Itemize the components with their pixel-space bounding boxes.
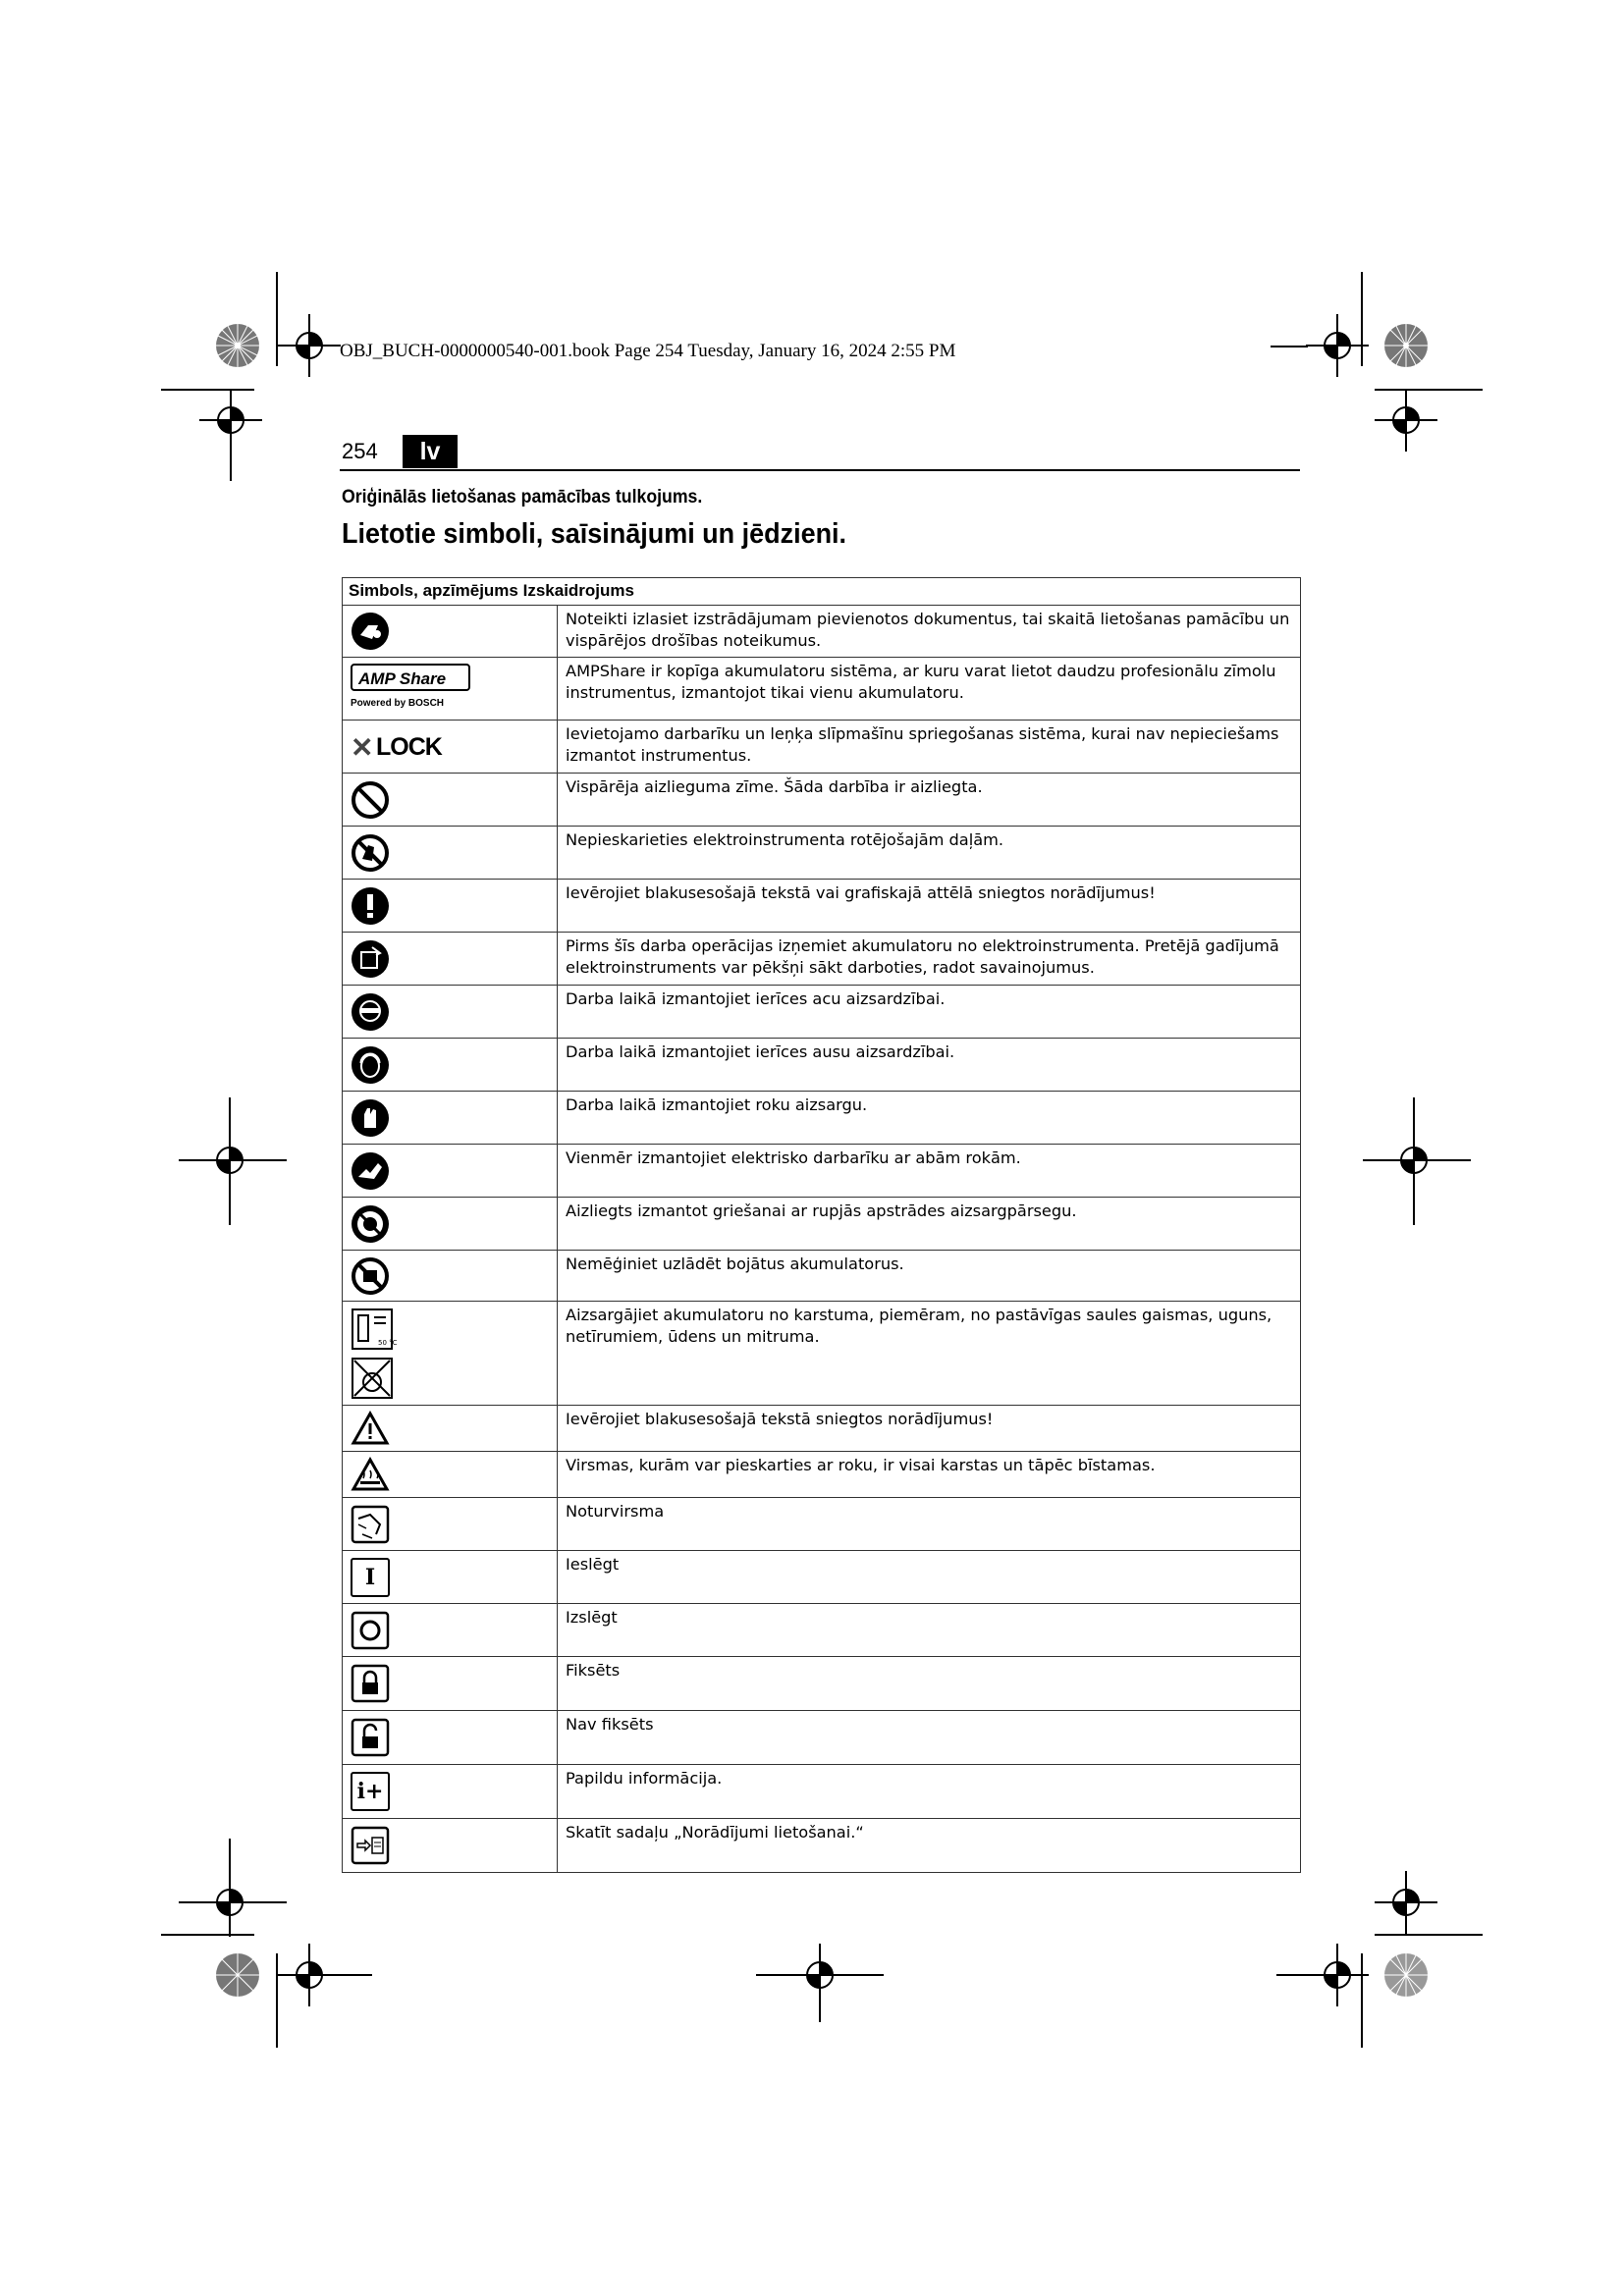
table-cell-text: Aizliegts izmantot griešanai ar rupjās apstrādes aizsargpārsegu. <box>558 1198 1301 1251</box>
no-charge-damaged-battery-icon <box>351 1256 390 1296</box>
color-wheel-mark <box>206 1944 269 2006</box>
table-row <box>343 1498 1301 1551</box>
document-subtitle: Oriģinālās lietošanas pamācības tulkojums. <box>342 487 703 507</box>
registration-mark <box>1375 1871 1437 1934</box>
table-row <box>343 1198 1301 1251</box>
table-row <box>343 827 1301 880</box>
warning-triangle-icon <box>351 1411 390 1446</box>
table-cell-text: Aizsargājiet akumulatoru no karstuma, piemēram, no pastāvīgas saules gaismas, uguns, netīrumiem, ūdens un mitruma. <box>558 1302 1301 1406</box>
table-row <box>343 1551 1301 1604</box>
read-manual-icon <box>351 612 390 651</box>
battery-water-icon <box>351 1357 394 1400</box>
table-row <box>343 933 1301 986</box>
table-row <box>343 1302 1301 1406</box>
exclamation-icon <box>351 886 390 926</box>
color-wheel-mark <box>1375 1944 1437 2006</box>
table-cell-text: Vienmēr izmantojiet elektrisko darbarīku ar abām rokām. <box>558 1145 1301 1198</box>
header-rule <box>340 469 1300 471</box>
table-header: Simbols, apzīmējums Izskaidrojums <box>343 578 1301 606</box>
registration-mark <box>1306 314 1369 377</box>
table-row <box>343 658 1301 721</box>
table-cell-text: Nemēģiniet uzlādēt bojātus akumulatorus. <box>558 1251 1301 1302</box>
power-on-icon: I <box>351 1558 390 1597</box>
ampshare-logo: AMP Share <box>351 664 470 691</box>
table-cell-text: Ieslēgt <box>558 1551 1301 1604</box>
page-number: 254 <box>342 439 378 463</box>
registration-mark <box>756 1944 884 2022</box>
eye-protection-icon <box>351 992 390 1032</box>
table-cell-text: Virsmas, kurām var pieskarties ar roku, ir visai karstas un tāpēc bīstamas. <box>558 1452 1301 1498</box>
table-row <box>343 1765 1301 1819</box>
grip-surface-icon <box>351 1505 390 1544</box>
ampshare-powered-by: Powered by BOSCH <box>351 698 445 709</box>
table-cell-text: Noteikti izlasiet izstrādājumam pievienotos dokumentus, tai skaitā lietošanas pamācību un vispārējos drošības noteikumus. <box>558 606 1301 658</box>
section-title: Lietotie simboli, saīsinājumi un jēdzieni. <box>342 518 847 550</box>
registration-mark <box>278 1944 372 2006</box>
table-row: ✕ LOCK Ievietojamo darbarīku un leņķa slīpmašīnu spriegošanas sistēma, kurai nav nepieciešams izmantot instrumentus. <box>343 721 1301 774</box>
table-row <box>343 1452 1301 1498</box>
temperature-label: 50 °C <box>378 1339 398 1347</box>
table-row <box>343 606 1301 658</box>
xlock-logo: LOCK <box>376 733 442 761</box>
remove-battery-icon <box>351 939 390 979</box>
table-cell-text: Ievērojiet blakusesošajā tekstā vai grafiskajā attēlā sniegtos norādījumus! <box>558 880 1301 933</box>
table-cell-text: Fiksēts <box>558 1657 1301 1711</box>
table-header-row <box>343 578 1301 606</box>
color-wheel-mark <box>1375 314 1437 377</box>
registration-mark <box>1375 389 1437 452</box>
registration-mark <box>179 1871 287 1934</box>
table-row <box>343 1604 1301 1657</box>
no-roughing-guard-icon <box>351 1204 390 1244</box>
registration-mark <box>199 389 262 452</box>
table-cell-text: Pirms šīs darba operācijas izņemiet akumulatoru no elektroinstrumenta. Pretējā gadījumā elektroinstruments var pēkšņi sākt darboties, radot savainojumus. <box>558 933 1301 986</box>
info-icon: i+ <box>351 1772 390 1811</box>
table-cell-text: Izslēgt <box>558 1604 1301 1657</box>
table-row <box>343 1251 1301 1302</box>
table-row <box>343 986 1301 1039</box>
registration-mark <box>1363 1129 1471 1192</box>
lock-closed-icon <box>351 1664 390 1703</box>
table-row <box>343 1092 1301 1145</box>
color-wheel-mark <box>206 314 269 377</box>
table-cell-text: Nav fiksēts <box>558 1711 1301 1765</box>
no-touch-rotating-icon <box>351 833 390 873</box>
table-row <box>343 1406 1301 1452</box>
table-cell-text: AMPShare ir kopīga akumulatoru sistēma, ar kuru varat lietot daudzu profesionālu zīmolu instrumentus, izmantojot tikai vienu akumulatoru. <box>558 658 1301 721</box>
hot-surface-icon <box>351 1457 390 1492</box>
table-cell-text: Darba laikā izmantojiet ierīces ausu aizsardzībai. <box>558 1039 1301 1092</box>
table-row <box>343 1819 1301 1873</box>
table-cell-text: Noturvirsma <box>558 1498 1301 1551</box>
two-hands-icon <box>351 1151 390 1191</box>
registration-mark <box>1276 1944 1369 2006</box>
symbols-table <box>342 577 1301 1873</box>
ear-protection-icon <box>351 1045 390 1085</box>
table-cell-text: Skatīt sadaļu „Norādījumi lietošanai.“ <box>558 1819 1301 1873</box>
book-info-line: OBJ_BUCH-0000000540-001.book Page 254 Tuesday, January 16, 2024 2:55 PM <box>340 341 956 361</box>
table-row <box>343 1711 1301 1765</box>
table-cell-text: Ievietojamo darbarīku un leņķa slīpmašīnu spriegošanas sistēma, kurai nav nepieciešams izmantot instrumentus. <box>558 721 1301 774</box>
table-row <box>343 1657 1301 1711</box>
table-row <box>343 880 1301 933</box>
power-off-icon <box>351 1611 390 1650</box>
registration-mark <box>179 1129 287 1192</box>
table-cell-text: Darba laikā izmantojiet ierīces acu aizsardzībai. <box>558 986 1301 1039</box>
table-row <box>343 1039 1301 1092</box>
table-cell-text: Vispārēja aizlieguma zīme. Šāda darbība ir aizliegta. <box>558 774 1301 827</box>
language-tab: lv <box>403 435 458 468</box>
table-cell-text: Papildu informācija. <box>558 1765 1301 1819</box>
lock-open-icon <box>351 1718 390 1757</box>
prohibition-icon <box>351 780 390 820</box>
table-cell-text: Nepieskarieties elektroinstrumenta rotējošajām daļām. <box>558 827 1301 880</box>
table-cell-text: Ievērojiet blakusesošajā tekstā sniegtos norādījumus! <box>558 1406 1301 1452</box>
see-section-icon <box>351 1826 390 1865</box>
table-row <box>343 1145 1301 1198</box>
table-row <box>343 774 1301 827</box>
registration-mark <box>278 314 341 377</box>
hand-protection-icon <box>351 1098 390 1138</box>
table-cell-text: Darba laikā izmantojiet roku aizsargu. <box>558 1092 1301 1145</box>
